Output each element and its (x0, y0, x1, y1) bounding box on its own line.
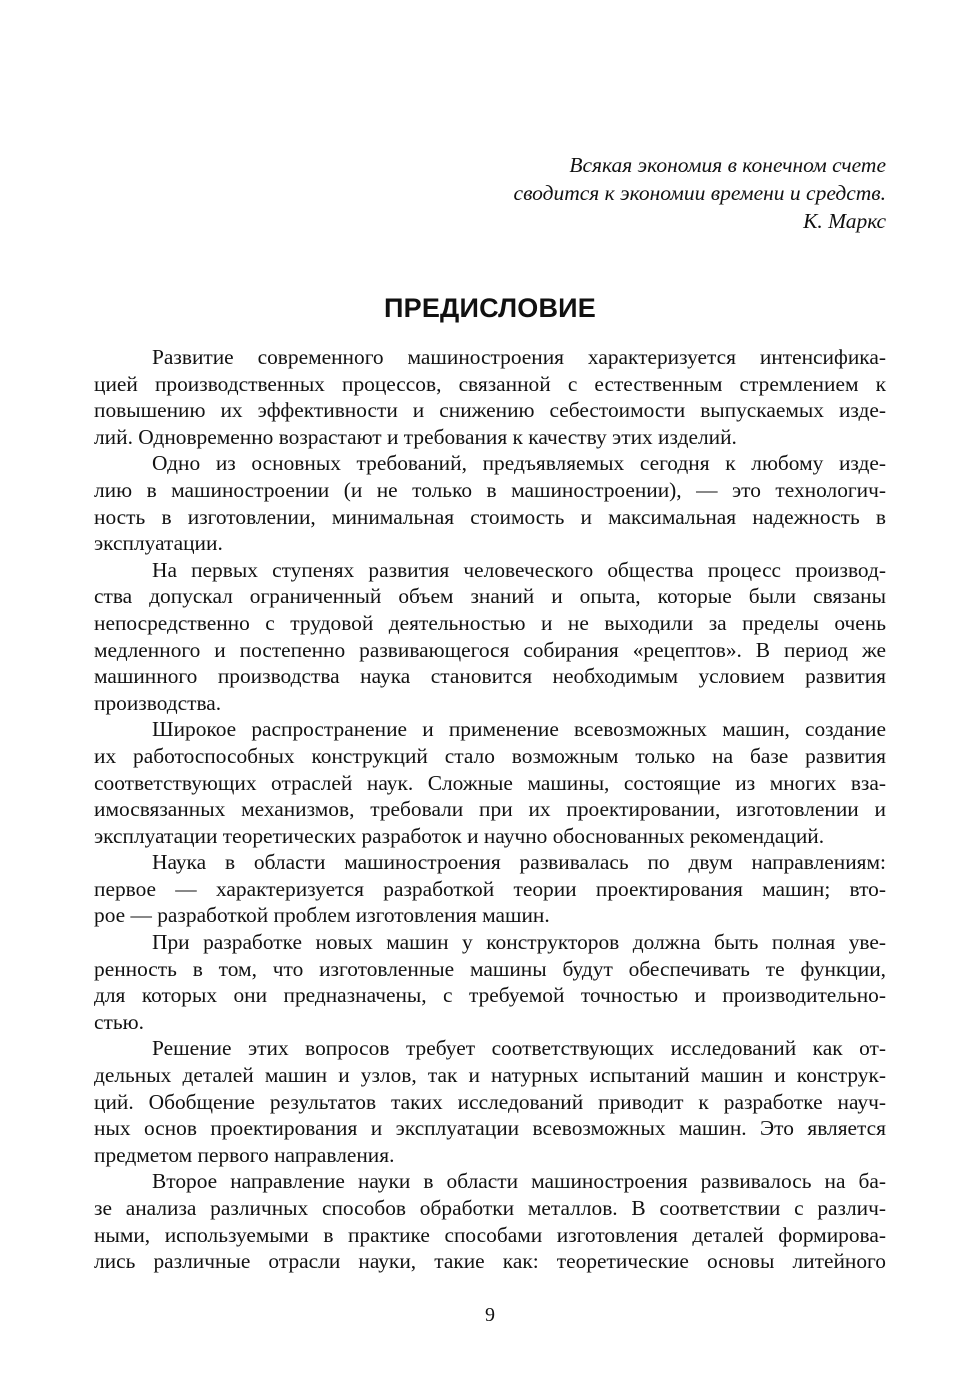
text-line: Широкое распространение и применение всевозможных машин, создание (152, 717, 886, 742)
text-line: лию в машиностроении (и не только в машиностроении), — это технологич- (94, 477, 886, 502)
paragraph (94, 557, 886, 717)
epigraph-line: Всякая экономия в конечном счете (569, 153, 886, 177)
text-line: Одно из основных требований, предъявляемых сегодня к любому изде- (152, 451, 886, 476)
text-line: дельных деталей машин и узлов, так и натурных испытаний машин и конструк- (94, 1063, 886, 1088)
text-line: ность в изготовлении, минимальная стоимость и максимальная надежность в (94, 504, 886, 529)
text-line: лий. Одновременно возрастают и требования к качеству этих изделий. (94, 424, 737, 449)
text-line: ства допускал ограниченный объем знаний и опыта, которые были связаны (94, 584, 886, 609)
text-line: ными, используемыми в практике способами изготовления деталей формирова- (94, 1222, 886, 1247)
paragraph (94, 716, 886, 849)
text-line: зе анализа различных способов обработки металлов. В соответствии с различ- (94, 1196, 886, 1220)
epigraph-author: К. Маркс (803, 209, 886, 233)
text-line: эксплуатации теоретических разработок и научно обоснованных рекомендаций. (94, 823, 825, 848)
text-line: эксплуатации. (94, 531, 223, 556)
page-number: 9 (485, 1304, 495, 1326)
text-line: рое — разработкой проблем изготовления машин. (94, 903, 550, 928)
page-title: ПРЕДИСЛОВИЕ (384, 293, 596, 323)
epigraph-line: сводится к экономии времени и средств. (513, 181, 886, 205)
text-line: Второе направление науки в области машиностроения развивалось на ба- (152, 1169, 886, 1194)
text-line: медленного и постепенно развивающегося собирания «рецептов». В период же (94, 637, 886, 662)
text-line: повышению их эффективности и снижению себестоимости выпускаемых изде- (94, 398, 886, 423)
text-line: имосвязанных механизмов, требовали при их проектировании, изготовлении и (94, 797, 886, 822)
text-line: предметом первого направления. (94, 1142, 395, 1167)
text-line: Решение этих вопросов требует соответствующих исследований как от- (152, 1036, 886, 1061)
paragraph (94, 450, 886, 556)
text-line: На первых ступенях развития человеческого общества процесс производ- (152, 557, 886, 582)
text-line: машинного производства наука становится необходимым условием развития (94, 664, 886, 689)
text-line: Развитие современного машиностроения характеризуется интенсифика- (152, 345, 886, 369)
text-line: для которых они предназначены, с требуемой точностью и производительно- (94, 983, 886, 1008)
epigraph (514, 151, 886, 235)
body-text (94, 344, 886, 1275)
paragraph (94, 1035, 886, 1168)
paragraph (94, 1168, 886, 1274)
text-line: их работоспособных конструкций стало возможным только на базе развития (94, 743, 886, 768)
paragraph (94, 929, 886, 1035)
text-line: непосредственно с трудовой деятельностью и не выходили за пределы очень (94, 610, 886, 635)
text-line: ных основ проектирования и эксплуатации всевозможных машин. Это является (94, 1116, 886, 1141)
paragraph (94, 344, 886, 450)
text-line: цией производственных процессов, связанной с естественным стремлением к (94, 371, 886, 396)
text-line: соответствующих отраслей наук. Сложные машины, состоящие из многих вза- (94, 770, 886, 795)
text-line: лись различные отрасли науки, такие как: теоретические основы литейного (94, 1249, 886, 1274)
text-line: первое — характеризуется разработкой теории проектирования машин; вто- (94, 876, 886, 901)
text-line: Наука в области машиностроения развивалась по двум направлениям: (152, 850, 886, 875)
text-line: стью. (94, 1009, 144, 1034)
text-line: ренность в том, что изготовленные машины будут обеспечивать те функции, (94, 956, 886, 981)
text-line: производства. (94, 690, 222, 715)
text-line: При разработке новых машин у конструкторов должна быть полная уве- (152, 930, 886, 955)
paragraph (94, 849, 886, 929)
text-line: ций. Обобщение результатов таких исследований приводит к разработке науч- (94, 1089, 886, 1114)
